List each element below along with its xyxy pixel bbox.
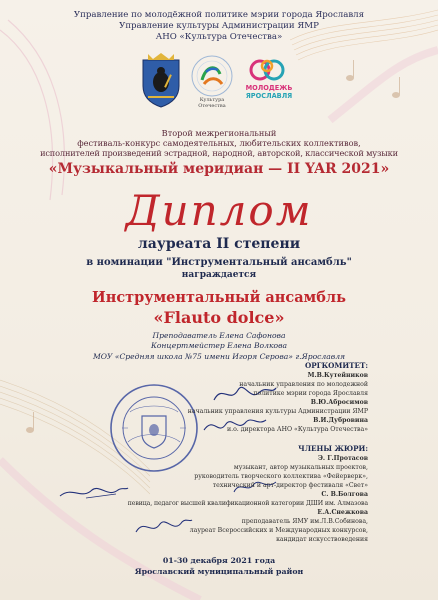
jury-member-3-role-1: преподаватель ЯМУ им.Л.В.Собинова, [241, 518, 368, 525]
festival-line-2: фестиваль-конкурс самодеятельных, любительских коллективов, [77, 138, 361, 148]
jury-member-1-role-1: музыкант, автор музыкальных проектов, [233, 464, 368, 471]
diploma-subtitle: лауреата II степени [137, 236, 301, 252]
header-line-2: Управление культуры Администрации ЯМР [119, 21, 319, 31]
festival-line-3: исполнителей произведений эстрадной, народной, авторской, классической музыки [40, 148, 398, 158]
header-line-3: АНО «Культура Отечества» [155, 32, 283, 42]
event-place: Ярославский муниципальный район [134, 567, 304, 576]
jury-member-2-role-1: певица, педагог высшей квалификационной категории ДШИ им. Алмазова [127, 500, 368, 507]
awarded-label: награждается [181, 270, 257, 280]
culture-logo-label: Культура Отечества [198, 97, 226, 109]
orgcommittee-member-1-role-1: начальник управления по молодежной [239, 381, 368, 388]
orgcommittee-member-2-role-1: начальник управления культуры Администрации ЯМР [187, 408, 368, 415]
laureate-name-line-2: «Flauto dolce» [153, 308, 285, 327]
jury-member-3-role-2: лауреат Всероссийских и Международных конкурсов, [189, 527, 368, 534]
culture-of-fatherland-logo [186, 54, 238, 112]
culture-logo-icon [186, 54, 238, 98]
diploma-title: Диплом [125, 186, 313, 235]
orgcommittee-heading: ОРГКОМИТЕТ: [304, 361, 368, 370]
coat-of-arms-logo [140, 52, 182, 108]
event-dates: 01-30 декабря 2021 года [162, 556, 276, 565]
orgcommittee-member-3-name: В.И.Дубровина [313, 417, 368, 424]
jury-member-1-role-3: технический и арт-директор фестиваля «Свет» [212, 482, 368, 489]
orgcommittee-member-3-role-1: и.о. директора АНО «Культура Отечества» [226, 426, 368, 433]
jury-member-1-name: Э. Г.Протасов [318, 455, 368, 462]
festival-line-1: Второй межрегиональный [161, 128, 277, 138]
orgcommittee-member-2-name: В.Ю.Абросимов [310, 399, 368, 406]
orgcommittee-member-1-role-2: политике мэрии города Ярославля [253, 390, 368, 397]
youth-logo-line-1: МОЛОДЕЖЬ [245, 84, 293, 92]
jury-member-3-role-3: кандидат искусствоведения [276, 536, 368, 543]
orgcommittee-member-1-name: М.В.Кутейников [307, 372, 368, 379]
nomination: в номинации "Инструментальный ансамбль" [86, 257, 352, 268]
school: МОУ «Средняя школа №75 имени Игоря Серова» г.Ярославля [92, 352, 346, 361]
festival-name: «Музыкальный меридиан — II YAR 2021» [48, 161, 390, 177]
jury-member-3-name: Е.А.Снежкова [317, 509, 368, 516]
laureate-name-line-1: Инструментальный ансамбль [92, 289, 346, 306]
youth-logo-line-2: ЯРОСЛАВЛЯ [245, 92, 293, 100]
accompanist: Концертмейстер Елена Волкова [150, 341, 288, 350]
teacher: Преподаватель Елена Сафонова [152, 331, 286, 340]
header-line-1: Управление по молодёжной политике мэрии города Ярославля [73, 10, 365, 20]
jury-member-1-role-2: руководитель творческого коллектива «Фейерверк», [194, 473, 368, 480]
youth-logo-icon [240, 58, 298, 84]
jury-heading: ЧЛЕНЫ ЖЮРИ: [298, 444, 368, 453]
youth-of-yaroslavl-logo [240, 58, 298, 104]
jury-member-2-name: С. В.Болгова [321, 491, 368, 498]
coat-of-arms-icon [140, 52, 182, 108]
